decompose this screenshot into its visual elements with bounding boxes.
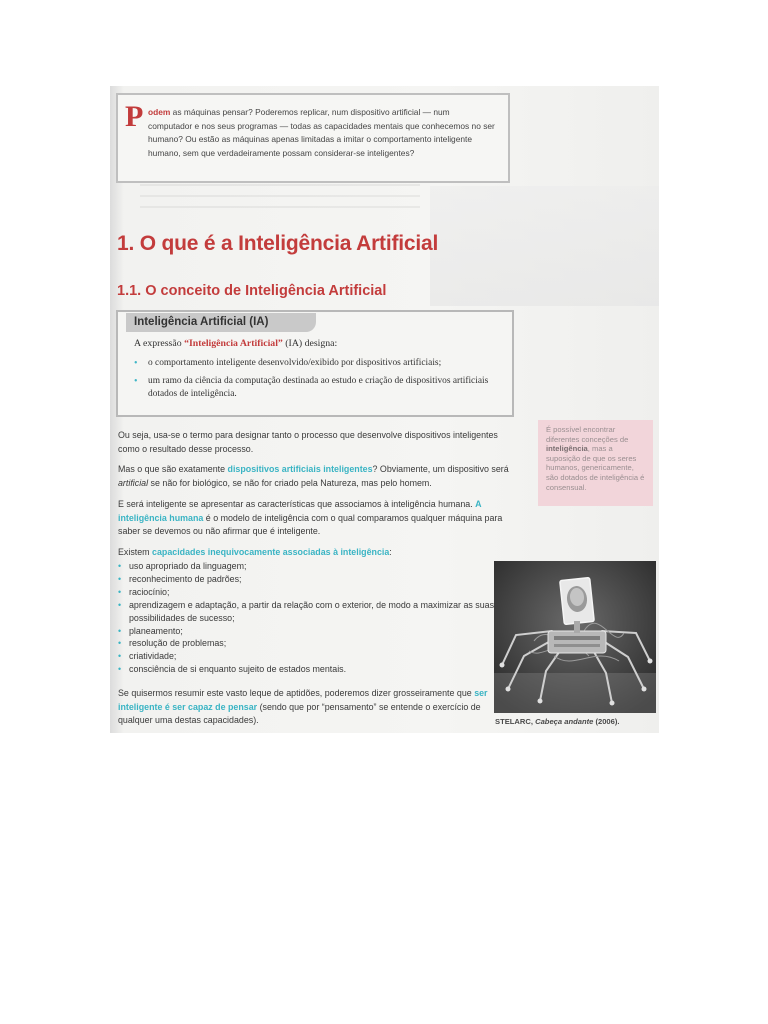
intro-first-word: odem: [148, 107, 171, 117]
list-item: • criatividade;: [118, 650, 498, 663]
intro-question-box: [116, 93, 510, 183]
section-heading: 1.1. O conceito de Inteligência Artificial: [117, 283, 387, 299]
side-note-term: inteligência: [546, 444, 588, 454]
bleed-through-shade: [430, 186, 659, 306]
photo-caption: STELARC, Cabeça andante (2006).: [495, 717, 620, 726]
paragraph-1: Ou seja, usa-se o termo para designar tanto o processo que desenvolve dispositivos inteligentes como o resultado desse processo.: [118, 430, 498, 454]
bleed-through-text: [140, 184, 420, 216]
paragraph-3: E será inteligente se apresentar as características que associamos à inteligência humana. A inteligência humana é o modelo de inteligência com o qual comparamos qualquer máquina para saber se devemos ou não afirmar que é inteligente.: [118, 499, 503, 536]
highlight-term: capacidades inequivocamente associadas à inteligência: [152, 547, 390, 557]
definition-term: “Inteligência Artificial”: [184, 338, 283, 349]
scanned-page: [110, 86, 659, 733]
chapter-heading: 1. O que é a Inteligência Artificial: [117, 232, 439, 255]
definition-label-tab: [126, 313, 316, 332]
drop-cap: P: [125, 100, 144, 133]
paragraph-4: Existem capacidades inequivocamente associadas à inteligência:: [118, 547, 392, 557]
highlight-term: A inteligência humana: [118, 499, 482, 523]
list-item: • consciência de si enquanto sujeito de estados mentais.: [118, 663, 498, 676]
definition-item: • o comportamento inteligente desenvolvido/exibido por dispositivos artificiais;: [134, 357, 499, 371]
walking-head-robot-image: [494, 561, 656, 713]
list-item: • raciocínio;: [118, 586, 498, 599]
intro-text: as máquinas pensar? Poderemos replicar, num dispositivo artificial — num computador e nos seus programas — todas as capacidades mentais que conhecemos no ser humano? Ou estão as máquinas apenas limitadas a imitar o comportamento inteligente humano, sem que verdadeiramente possam considerar-se inteligentes?: [148, 107, 495, 158]
list-item: • uso apropriado da linguagem;: [118, 560, 498, 573]
definition-label: Inteligência Artificial (IA): [134, 316, 269, 328]
paragraph-2: Mas o que são exatamente dispositivos artificiais inteligentes? Obviamente, um dispositivo será artificial se não for biológico, se não for criado pela Natureza, mas pelo homem.: [118, 464, 509, 488]
robot-sculpture-photo: [494, 561, 656, 713]
list-item: • reconhecimento de padrões;: [118, 573, 498, 586]
definition-box: [116, 310, 514, 417]
highlight-term: ser inteligente é ser capaz de pensar: [118, 688, 488, 712]
definition-item: • um ramo da ciência da computação destinada ao estudo e criação de dispositivos artificiais dotados de inteligência.: [134, 375, 499, 402]
side-note: É possível encontrar diferentes conceções de inteligência, mas a suposição de que os seres humanos, genericamente, são dotados de inteligência é consensual.: [538, 420, 653, 506]
definition-list: [134, 357, 499, 406]
definition-lead: A expressão “Inteligência Artificial” (IA) designa:: [134, 338, 338, 349]
capacities-list: [118, 560, 498, 676]
list-item: • resolução de problemas;: [118, 637, 498, 650]
highlight-term: dispositivos artificiais inteligentes: [227, 464, 373, 474]
list-item: • planeamento;: [118, 625, 498, 638]
list-item: • aprendizagem e adaptação, a partir da relação com o exterior, de modo a maximizar as suas possibilidades de sucesso;: [118, 599, 498, 625]
paragraph-5: Se quisermos resumir este vasto leque de aptidões, poderemos dizer grosseiramente que ser inteligente é ser capaz de pensar (sendo que por “pensamento” se entende o exercício de qualquer uma destas capacidades).: [118, 688, 488, 725]
